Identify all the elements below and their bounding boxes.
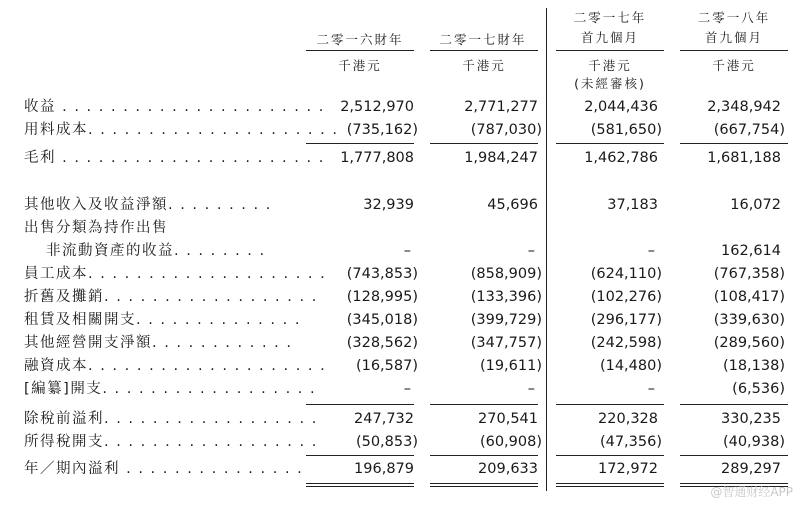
row-label-income-tax: 所得稅開支. . . . . . . . . . . . . . . . . . [24, 434, 318, 450]
row-label-redacted-expenses: [編纂]開支. . . . . . . . . . . . . . . . . . [24, 381, 317, 397]
value-pbt-fy2016: 247,732 [354, 411, 414, 427]
value-other-income-9m2017: 37,183 [607, 197, 658, 213]
value-other-operating-9m2017: (242,598) [590, 335, 662, 351]
value-revenue-9m2018: 2,348,942 [707, 99, 781, 115]
value-material-9m2017: (581,650) [590, 122, 662, 138]
total-double-line-b-c1 [306, 486, 414, 487]
value-revenue-fy2017: 2,771,277 [464, 99, 538, 115]
unit-fy2017: 千港元 [462, 58, 506, 73]
value-finance-9m2018: (18,138) [722, 358, 785, 374]
subtotal-line-2-c2 [430, 404, 538, 405]
header-underline-fy2016 [306, 50, 414, 51]
value-pbt-fy2017: 270,541 [478, 411, 538, 427]
value-gain-fy2016: – [403, 243, 411, 259]
value-tax-fy2016: (50,853) [355, 434, 418, 450]
row-label-depreciation: 折舊及攤銷. . . . . . . . . . . . . . . . . . [24, 289, 318, 305]
value-revenue-9m2017: 2,044,436 [584, 99, 658, 115]
value-pbt-9m2017: 220,328 [598, 411, 658, 427]
value-rental-9m2018: (339,630) [713, 312, 785, 328]
value-material-fy2016: (735,162) [346, 122, 418, 138]
subtotal-line-3-c2 [430, 455, 538, 456]
unit-fy2016: 千港元 [338, 58, 382, 73]
total-double-line-b-c3 [556, 486, 664, 487]
value-rental-fy2016: (345,018) [346, 312, 418, 328]
row-label-gross-profit: 毛利 . . . . . . . . . . . . . . . . . . . . . . [24, 150, 325, 166]
value-redacted-9m2018: (6,536) [732, 381, 785, 397]
subtotal-line-2-c4 [680, 404, 788, 405]
value-gross-fy2016: 1,777,808 [340, 150, 414, 166]
value-other-operating-fy2017: (347,757) [470, 335, 542, 351]
header-underline-9m2017 [556, 50, 664, 51]
row-label-rental-expenses: 租賃及相關開支. . . . . . . . . . . . . . [24, 312, 301, 328]
total-double-line-a-c2 [430, 483, 538, 484]
value-depreciation-9m2017: (102,276) [590, 289, 662, 305]
value-material-fy2017: (787,030) [470, 122, 542, 138]
value-tax-9m2017: (47,356) [599, 434, 662, 450]
row-label-other-income: 其他收入及收益淨額. . . . . . . . . [24, 197, 272, 213]
value-finance-fy2016: (16,587) [355, 358, 418, 374]
value-other-operating-fy2016: (328,562) [346, 335, 418, 351]
subtotal-line-1-c2 [430, 143, 538, 144]
unit-9m2018: 千港元 [712, 58, 756, 73]
value-finance-fy2017: (19,611) [479, 358, 542, 374]
value-profit-fy2017: 209,633 [478, 461, 538, 477]
column-header-9m2017-year: 二零一七年 [573, 10, 647, 25]
value-other-income-9m2018: 16,072 [730, 197, 781, 213]
value-profit-9m2017: 172,972 [598, 461, 658, 477]
row-label-other-operating-expenses: 其他經營開支淨額. . . . . . . . . . . . [24, 335, 293, 351]
column-header-9m2018-year: 二零一八年 [697, 10, 771, 25]
column-header-9m2017-period: 首九個月 [580, 30, 639, 45]
unit-9m2017: 千港元 [588, 58, 632, 73]
row-label-gain-noncurrent-assets [24, 241, 266, 261]
value-staff-9m2017: (624,110) [590, 266, 662, 282]
column-header-9m2018-period: 首九個月 [704, 30, 763, 45]
value-other-operating-9m2018: (289,560) [713, 335, 785, 351]
total-double-line-a-c3 [556, 483, 664, 484]
value-material-9m2018: (667,754) [713, 122, 785, 138]
value-other-income-fy2017: 45,696 [487, 197, 538, 213]
value-tax-9m2018: (40,938) [722, 434, 785, 450]
value-gain-9m2017: – [647, 243, 655, 259]
value-gross-9m2018: 1,681,188 [707, 150, 781, 166]
value-finance-9m2017: (14,480) [599, 358, 662, 374]
header-underline-9m2018 [680, 50, 788, 51]
value-depreciation-fy2017: (133,396) [470, 289, 542, 305]
value-profit-9m2018: 289,297 [721, 461, 781, 477]
value-gain-fy2017: – [527, 243, 535, 259]
watermark: @智通财经APP [710, 485, 793, 499]
value-gross-9m2017: 1,462,786 [584, 150, 658, 166]
value-staff-9m2018: (767,358) [713, 266, 785, 282]
value-redacted-fy2016: – [403, 381, 411, 397]
row-label-material-costs: 用料成本. . . . . . . . . . . . . . . . . . . . . [24, 122, 339, 138]
value-staff-fy2016: (743,853) [346, 266, 418, 282]
value-gain-9m2018: 162,614 [721, 243, 781, 259]
header-underline-fy2017 [430, 50, 538, 51]
column-header-fy2017: 二零一七財年 [439, 32, 527, 47]
total-double-line-b-c2 [430, 486, 538, 487]
value-profit-fy2016: 196,879 [354, 461, 414, 477]
value-revenue-fy2016: 2,512,970 [340, 99, 414, 115]
subtotal-line-1-c1 [306, 143, 414, 144]
subtotal-line-1-c3 [556, 143, 664, 144]
value-depreciation-9m2018: (108,417) [713, 289, 785, 305]
row-label-revenue: 收益 . . . . . . . . . . . . . . . . . . . . . . [24, 99, 325, 115]
period-separator-line [546, 8, 547, 491]
row-label-staff-costs: 員工成本. . . . . . . . . . . . . . . . . . . . [24, 266, 327, 282]
subtotal-line-1-c4 [680, 143, 788, 144]
column-header-fy2016: 二零一六財年 [316, 32, 404, 47]
value-other-income-fy2016: 32,939 [363, 197, 414, 213]
value-staff-fy2017: (858,909) [470, 266, 542, 282]
value-gross-fy2017: 1,984,247 [464, 150, 538, 166]
row-label-profit-for-period: 年／期內溢利 . . . . . . . . . . . . . . . [24, 461, 304, 477]
value-depreciation-fy2016: (128,995) [346, 289, 418, 305]
row-label-disposal-held-for-sale: 出售分類為持作出售 [24, 220, 168, 236]
value-pbt-9m2018: 330,235 [721, 411, 781, 427]
row-label-finance-costs: 融資成本. . . . . . . . . . . . . . . . . . . . [24, 358, 327, 374]
subtotal-line-3-c4 [680, 455, 788, 456]
unaudited-note: (未經審核) [574, 76, 646, 91]
value-tax-fy2017: (60,908) [479, 434, 542, 450]
subtotal-line-3-c1 [306, 455, 414, 456]
value-redacted-fy2017: – [527, 381, 535, 397]
row-label-profit-before-tax: 除稅前溢利. . . . . . . . . . . . . . . . . . [24, 411, 318, 427]
value-rental-9m2017: (296,177) [590, 312, 662, 328]
row-label-gain-noncurrent-assets-text: 非流動資產的收益. . . . . . . . [46, 243, 266, 259]
value-redacted-9m2017: – [647, 381, 655, 397]
total-double-line-a-c1 [306, 483, 414, 484]
subtotal-line-2-c1 [306, 404, 414, 405]
value-rental-fy2017: (399,729) [470, 312, 542, 328]
subtotal-line-3-c3 [556, 455, 664, 456]
subtotal-line-2-c3 [556, 404, 664, 405]
